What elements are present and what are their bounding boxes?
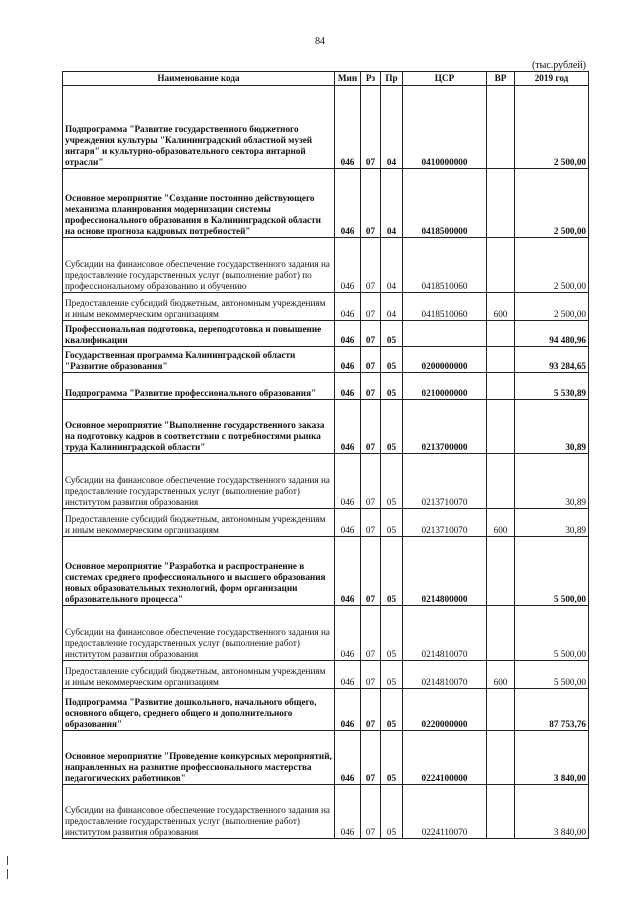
row-rz: 07	[361, 661, 381, 689]
table-row	[63, 321, 589, 347]
row-vr	[487, 689, 515, 731]
column-header-vr: ВР	[487, 72, 515, 86]
row-amount: 30,89	[515, 509, 589, 537]
row-vr	[487, 606, 515, 661]
table-row	[63, 689, 589, 731]
row-rz: 07	[361, 238, 381, 293]
row-vr	[487, 454, 515, 509]
row-amount: 3 840,00	[515, 731, 589, 785]
row-pr: 05	[381, 321, 403, 347]
table-row	[63, 606, 589, 661]
table-row	[63, 347, 589, 373]
row-vr	[487, 238, 515, 293]
table-row	[63, 509, 589, 537]
row-csr: 0418510060	[403, 238, 487, 293]
row-amount: 2 500,00	[515, 169, 589, 238]
row-name: Субсидии на финансовое обеспечение государственного задания на предоставление государственных услуг (выполнение работ) институтом развития образования	[63, 606, 335, 661]
margin-mark	[7, 869, 8, 879]
row-min: 046	[335, 454, 361, 509]
column-header-pr: Пр	[381, 72, 403, 86]
row-min: 046	[335, 400, 361, 454]
row-name: Предоставление субсидий бюджетным, автономным учреждениям и иным некоммерческим организациям	[63, 293, 335, 321]
row-csr: 0418510060	[403, 293, 487, 321]
row-rz: 07	[361, 321, 381, 347]
row-name: Основное мероприятие "Разработка и распространение в системах среднего профессионального и высшего образования новых образовательных технологий, форм организации образовательного процесса"	[63, 537, 335, 606]
row-amount: 5 500,00	[515, 537, 589, 606]
row-name: Профессиональная подготовка, переподготовка и повышение квалификации	[63, 321, 335, 347]
row-min: 046	[335, 606, 361, 661]
row-pr: 05	[381, 731, 403, 785]
row-pr: 05	[381, 454, 403, 509]
row-csr: 0214810070	[403, 661, 487, 689]
row-amount: 5 500,00	[515, 661, 589, 689]
row-amount: 2 500,00	[515, 293, 589, 321]
row-amount: 30,89	[515, 454, 589, 509]
row-name: Подпрограмма "Развитие государственного бюджетного учреждения культуры "Калининградский областной музей янтаря" и культурно-образовательного сектора янтарной отрасли"	[63, 86, 335, 169]
page-number: 84	[315, 36, 325, 47]
row-amount: 2 500,00	[515, 86, 589, 169]
column-header-min: Мин	[335, 72, 361, 86]
table-row	[63, 661, 589, 689]
binding-margin-marks	[7, 856, 9, 896]
row-name: Государственная программа Калининградской области "Развитие образования"	[63, 347, 335, 373]
row-vr	[487, 321, 515, 347]
row-name: Субсидии на финансовое обеспечение государственного задания на предоставление государственных услуг (выполнение работ) институтом развития образования	[63, 454, 335, 509]
row-min: 046	[335, 347, 361, 373]
row-amount: 30,89	[515, 400, 589, 454]
row-name: Основное мероприятие "Создание постоянно действующего механизма планирования модернизации системы профессионального образования в Калининградской области на основе прогноза кадровых потребностей"	[63, 169, 335, 238]
row-min: 046	[335, 321, 361, 347]
row-pr: 05	[381, 509, 403, 537]
row-csr: 0214810070	[403, 606, 487, 661]
row-min: 046	[335, 785, 361, 839]
row-csr: 0213700000	[403, 400, 487, 454]
row-vr	[487, 400, 515, 454]
row-pr: 05	[381, 373, 403, 400]
row-csr: 0224110070	[403, 785, 487, 839]
row-rz: 07	[361, 454, 381, 509]
column-header-rz: Рз	[361, 72, 381, 86]
column-header-name: Наименование кода	[63, 72, 335, 86]
row-amount: 2 500,00	[515, 238, 589, 293]
table-row	[63, 731, 589, 785]
row-pr: 05	[381, 606, 403, 661]
row-rz: 07	[361, 293, 381, 321]
row-amount: 87 753,76	[515, 689, 589, 731]
row-rz: 07	[361, 373, 381, 400]
row-amount: 3 840,00	[515, 785, 589, 839]
row-vr	[487, 347, 515, 373]
row-csr: 0213710070	[403, 509, 487, 537]
row-name: Предоставление субсидий бюджетным, автономным учреждениям и иным некоммерческим организациям	[63, 509, 335, 537]
table-row	[63, 238, 589, 293]
unit-note: (тыс.рублей)	[531, 60, 586, 71]
row-min: 046	[335, 169, 361, 238]
row-vr	[487, 86, 515, 169]
row-csr: 0224100000	[403, 731, 487, 785]
row-name: Субсидии на финансовое обеспечение государственного задания на предоставление государственных услуг (выполнение работ) институтом развития образования	[63, 785, 335, 839]
row-vr: 600	[487, 509, 515, 537]
row-pr: 05	[381, 689, 403, 731]
row-csr: 0418500000	[403, 169, 487, 238]
header-row	[63, 72, 589, 86]
table-row	[63, 86, 589, 169]
row-min: 046	[335, 509, 361, 537]
table-row	[63, 293, 589, 321]
row-min: 046	[335, 731, 361, 785]
row-name: Основное мероприятие "Выполнение государственного заказа на подготовку кадров в соответствии с потребностями рынка труда Калининградской области"	[63, 400, 335, 454]
row-vr	[487, 537, 515, 606]
row-amount: 93 284,65	[515, 347, 589, 373]
row-rz: 07	[361, 509, 381, 537]
row-rz: 07	[361, 347, 381, 373]
row-csr: 0410000000	[403, 86, 487, 169]
budget-table	[62, 71, 589, 839]
row-pr: 05	[381, 347, 403, 373]
table-row	[63, 785, 589, 839]
row-name: Предоставление субсидий бюджетным, автономным учреждениям и иным некоммерческим организациям	[63, 661, 335, 689]
table-row	[63, 400, 589, 454]
row-vr	[487, 373, 515, 400]
row-vr	[487, 169, 515, 238]
row-rz: 07	[361, 689, 381, 731]
row-min: 046	[335, 86, 361, 169]
row-vr	[487, 731, 515, 785]
row-rz: 07	[361, 537, 381, 606]
row-pr: 04	[381, 293, 403, 321]
row-min: 046	[335, 537, 361, 606]
row-rz: 07	[361, 606, 381, 661]
row-amount: 5 500,00	[515, 606, 589, 661]
table-row	[63, 454, 589, 509]
row-name: Подпрограмма "Развитие дошкольного, начального общего, основного общего, среднего общего и дополнительного образования"	[63, 689, 335, 731]
table-row	[63, 537, 589, 606]
row-min: 046	[335, 238, 361, 293]
row-csr: 0210000000	[403, 373, 487, 400]
row-rz: 07	[361, 400, 381, 454]
row-amount: 5 530,89	[515, 373, 589, 400]
row-vr: 600	[487, 661, 515, 689]
row-min: 046	[335, 293, 361, 321]
row-pr: 05	[381, 400, 403, 454]
column-header-year: 2019 год	[515, 72, 589, 86]
row-name: Подпрограмма "Развитие профессионального образования"	[63, 373, 335, 400]
row-pr: 04	[381, 86, 403, 169]
row-pr: 05	[381, 661, 403, 689]
row-csr: 0214800000	[403, 537, 487, 606]
row-pr: 04	[381, 169, 403, 238]
row-rz: 07	[361, 785, 381, 839]
row-rz: 07	[361, 731, 381, 785]
row-pr: 04	[381, 238, 403, 293]
column-header-csr: ЦСР	[403, 72, 487, 86]
table-row	[63, 373, 589, 400]
row-vr: 600	[487, 293, 515, 321]
row-name: Субсидии на финансовое обеспечение государственного задания на предоставление государственных услуг (выполнение работ) по профессиональному образованию и обучению	[63, 238, 335, 293]
row-csr: 0220000000	[403, 689, 487, 731]
row-amount: 94 480,96	[515, 321, 589, 347]
row-csr: 0200000000	[403, 347, 487, 373]
row-csr: 0213710070	[403, 454, 487, 509]
row-min: 046	[335, 661, 361, 689]
row-csr	[403, 321, 487, 347]
row-rz: 07	[361, 169, 381, 238]
row-min: 046	[335, 373, 361, 400]
row-vr	[487, 785, 515, 839]
margin-mark	[7, 856, 8, 865]
row-pr: 05	[381, 537, 403, 606]
row-name: Основное мероприятие "Проведение конкурсных мероприятий, направленных на развитие профессионального мастерства педагогических работников"	[63, 731, 335, 785]
row-pr: 05	[381, 785, 403, 839]
table-row	[63, 169, 589, 238]
row-rz: 07	[361, 86, 381, 169]
row-min: 046	[335, 689, 361, 731]
